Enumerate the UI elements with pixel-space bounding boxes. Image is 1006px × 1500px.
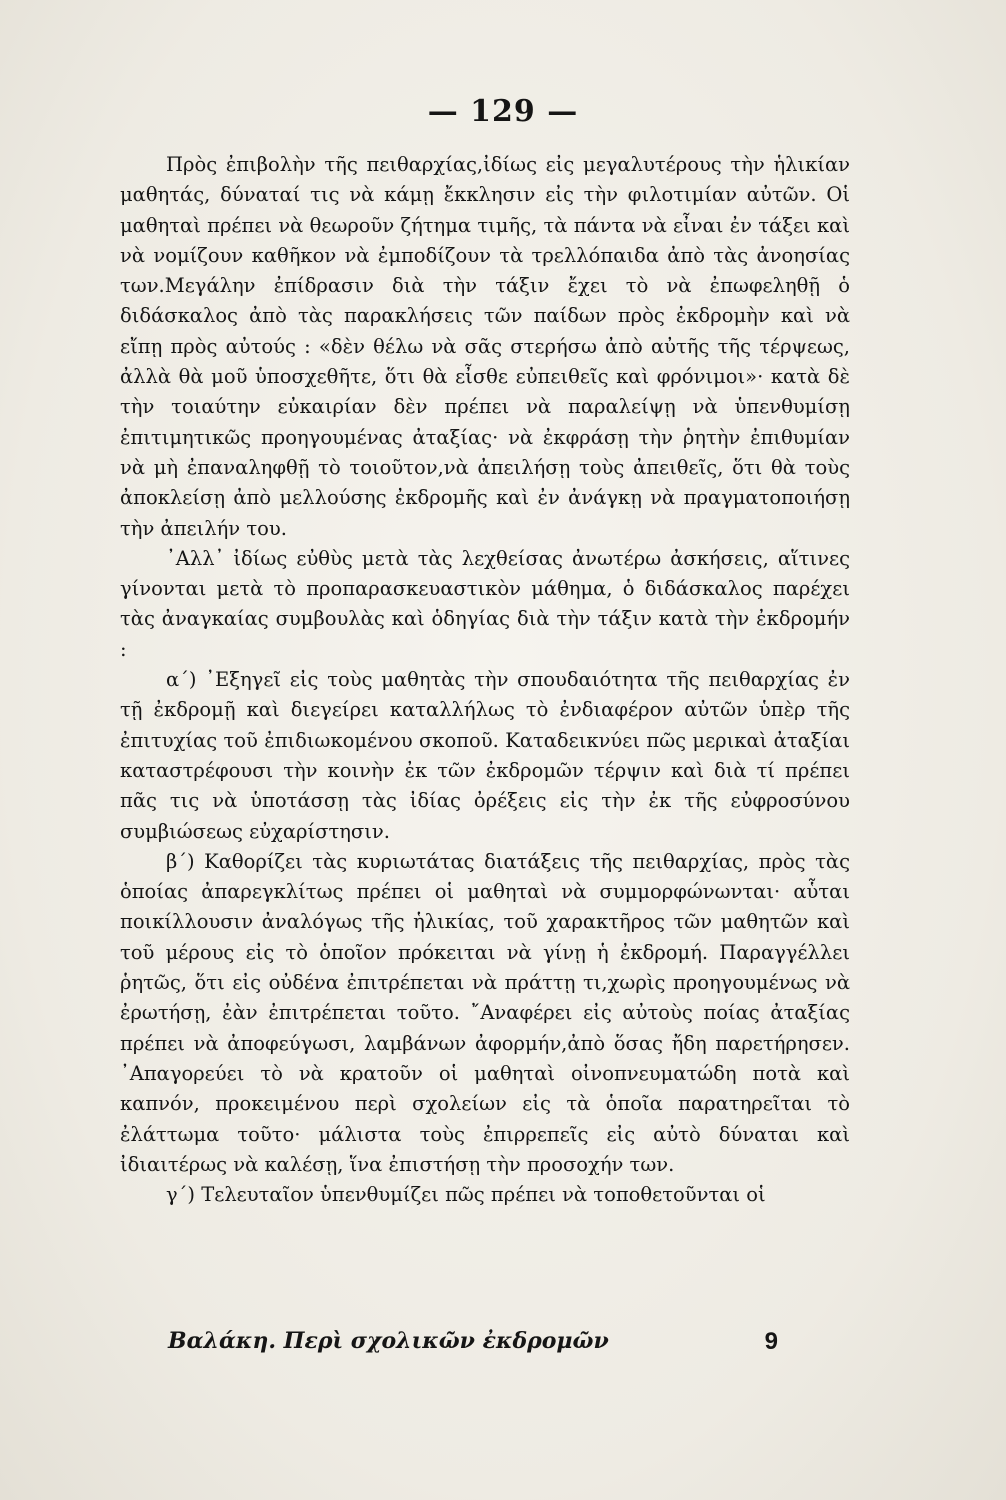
page-number: — 129 —	[427, 94, 579, 129]
paragraph-item-alpha: α΄) ᾿Εξηγεῖ εἰς τοὺς μαθητὰς τὴν σπουδαιότητα τῆς πειθαρχίας ἐν τῇ ἐκδρομῇ καὶ διεγείρει καταλλήλως τὸ ἐνδιαφέρον αὐτῶν ὑπὲρ τῆς ἐπιτυχίας τοῦ ἐπιδιωκομένου σκοποῦ. Καταδεικνύει πῶς μερικαὶ ἀταξίαι καταστρέφουσι τὴν κοινὴν ἐκ τῶν ἐκδρομῶν τέρψιν καὶ διὰ τί πρέπει πᾶς τις νὰ ὑποτάσσῃ τὰς ἰδίας ὀρέξεις εἰς τὴν ἐκ τῆς εὐφροσύνου συμβιώσεως εὐχαρίστησιν.	[120, 668, 850, 843]
paragraph-discipline-intro: Πρὸς ἐπιβολὴν τῆς πειθαρχίας,ἰδίως εἰς μεγαλυτέρους τὴν ἡλικίαν μαθητάς, δύναταί τις νὰ κάμῃ ἔκκλησιν εἰς τὴν φιλοτιμίαν αὐτῶν. Οἱ μαθηταὶ πρέπει νὰ θεωροῦν ζήτημα τιμῆς, τὰ πάντα νὰ εἶναι ἐν τάξει καὶ νὰ νομίζουν καθῆκον νὰ ἐμποδίζουν τὰ τρελλόπαιδα ἀπὸ τὰς ἀνοησίας των.Μεγάλην ἐπίδρασιν διὰ τὴν τάξιν ἔχει τὸ νὰ ἐπωφεληθῇ ὁ διδάσκαλος ἀπὸ τὰς παρακλήσεις τῶν παίδων πρὸς ἐκδρομὴν καὶ νὰ εἴπῃ πρὸς αὐτούς : «δὲν θέλω νὰ σᾶς στερήσω ἀπὸ αὐτῆς τῆς τέρψεως, ἀλλὰ θὰ μοῦ ὑποσχεθῆτε, ὅτι θὰ εἶσθε εὐπειθεῖς καὶ φρόνιμοι»· κατὰ δὲ τὴν τοιαύτην εὐκαιρίαν δὲν πρέπει νὰ παραλείψῃ νὰ ὑπενθυμίσῃ ἐπιτιμητικῶς προηγουμένας ἀταξίας· νὰ ἐκφράσῃ τὴν ῥητὴν ἐπιθυμίαν νὰ μὴ ἐπαναληφθῇ τὸ τοιοῦτον,νὰ ἀπειλήσῃ τοὺς ἀπειθεῖς, ὅτι θὰ τοὺς ἀποκλείσῃ ἀπὸ μελλούσης ἐκδρομῆς καὶ ἐν ἀνάγκῃ νὰ πραγματοποιήσῃ τὴν ἀπειλήν του.	[120, 153, 850, 540]
paragraph-advice-intro: ᾿Αλλ᾿ ἰδίως εὐθὺς μετὰ τὰς λεχθείσας ἀνωτέρω ἀσκήσεις, αἵτινες γίνονται μετὰ τὸ προπαρασκευαστικὸν μάθημα, ὁ διδάσκαλος παρέχει τὰς ἀναγκαίας συμβουλὰς καὶ ὁδηγίας διὰ τὴν τάξιν κατὰ τὴν ἐκδρομήν :	[120, 546, 850, 661]
body-text	[120, 150, 850, 1210]
running-title: Βαλάκη. Περὶ σχολικῶν ἐκδρομῶν	[168, 1328, 609, 1354]
page-footer	[168, 1328, 778, 1356]
paragraph-item-beta: β΄) Καθορίζει τὰς κυριωτάτας διατάξεις τῆς πειθαρχίας, πρὸς τὰς ὁποίας ἀπαρεγκλίτως πρέπει οἱ μαθηταὶ νὰ συμμορφώνωνται· αὗται ποικίλλουσιν ἀναλόγως τῆς ἡλικίας, τοῦ χαρακτῆρος τῶν μαθητῶν καὶ τοῦ μέρους εἰς τὸ ὁποῖον πρόκειται νὰ γίνῃ ἡ ἐκδρομή. Παραγγέλλει ῥητῶς, ὅτι εἰς οὐδένα ἐπιτρέπεται νὰ πράττῃ τι,χωρὶς προηγουμένως νὰ ἐρωτήσῃ, ἐὰν ἐπιτρέπεται τοῦτο. ῎Αναφέρει εἰς αὐτοὺς ποίας ἀταξίας πρέπει νὰ ἀποφεύγωσι, λαμβάνων ἀφορμήν,ἀπὸ ὅσας ἤδη παρετήρησεν. ᾿Απαγορεύει τὸ νὰ κρατοῦν οἱ μαθηταὶ οἰνοπνευματώδη ποτὰ καὶ καπνόν, προκειμένου περὶ σχολείων εἰς τὰ ὁποῖα παρατηρεῖται τὸ ἐλάττωμα τοῦτο· μάλιστα τοὺς ἐπιρρεπεῖς εἰς αὐτὸ δύναται καὶ ἰδιαιτέρως νὰ καλέσῃ, ἵνα ἐπιστήσῃ τὴν προσοχήν των.	[120, 849, 850, 1176]
signature-mark: 9	[764, 1328, 778, 1355]
paragraph-item-gamma: γ΄) Τελευταῖον ὑπενθυμίζει πῶς πρέπει νὰ τοποθετοῦνται οἱ	[166, 1183, 766, 1207]
